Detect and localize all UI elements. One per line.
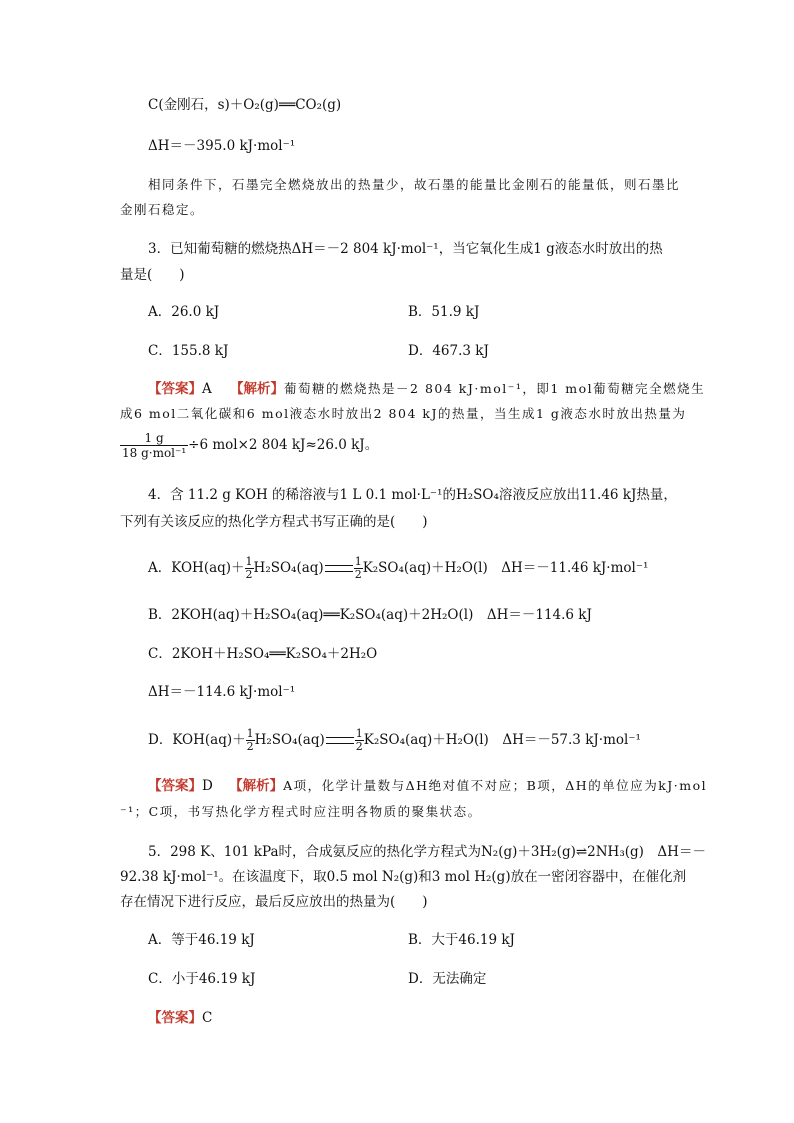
q4-answer-line <box>148 777 707 795</box>
analysis-tag: 【解析】 <box>230 381 285 397</box>
q4-option-c-enthalpy: ΔH＝－114.6 kJ·mol⁻¹ <box>148 684 296 700</box>
enthalpy-diamond: ΔH＝－395.0 kJ·mol⁻¹ <box>148 138 296 154</box>
q3-stem-line-1: 3．已知葡萄糖的燃烧热ΔH＝－2 804 kJ·mol⁻¹，当它氧化生成1 g液态水时放出的热 <box>148 241 663 257</box>
q3-option-b: B．51.9 kJ <box>408 304 480 320</box>
q3-analysis-1: 葡萄糖的燃烧热是－2 804 kJ·mol⁻¹，即1 mol葡萄糖完全燃烧生 <box>284 381 706 396</box>
equation-diamond: C(金刚石，s)＋O₂(g)══CO₂(g) <box>148 97 342 113</box>
answer-tag: 【答案】 <box>148 778 202 794</box>
q5-stem-line-1: 5．298 K、101 kPa时，合成氨反应的热化学方程式为N₂(g)＋3H₂(g)⇌2NH₃(g) ΔH＝－ <box>148 844 706 860</box>
q5-option-c: C．小于46.19 kJ <box>148 971 256 987</box>
q5-option-d: D．无法确定 <box>408 971 487 987</box>
q5-stem-line-2: 92.38 kJ·mol⁻¹。在该温度下，取0.5 mol N₂(g)和3 mol H₂(g)放在一密闭容器中，在催化剂 <box>120 869 687 885</box>
q4-option-c: C．2KOH＋H₂SO₄══K₂SO₄＋2H₂O <box>148 646 378 662</box>
q4-stem-line-1: 4．含 11.2 g KOH 的稀溶液与1 L 0.1 mol·L⁻¹的H₂SO₄溶液反应放出11.46 kJ热量， <box>148 487 677 503</box>
q4-analysis-2: ⁻¹；C项，书写热化学方程式时应注明各物质的聚集状态。 <box>120 804 482 819</box>
q4-analysis-1: A项，化学计量数与ΔH绝对值不对应；B项，ΔH的单位应为kJ·mol <box>283 778 708 793</box>
q5-option-b: B．大于46.19 kJ <box>408 932 515 948</box>
q4-stem-line-2: 下列有关该反应的热化学方程式书写正确的是( ) <box>120 514 428 530</box>
explanation-line-1: 相同条件下，石墨完全燃烧放出的热量少，故石墨的能量比金刚石的能量低，则石墨比 <box>148 177 681 192</box>
equals-arrow <box>326 737 354 744</box>
q5-answer: C <box>202 1010 213 1026</box>
q3-answer-line <box>148 380 705 398</box>
half-fraction: $\frac{1}{2}$ <box>354 555 362 581</box>
q5-stem-line-3: 存在情况下进行反应，最后反应放出的热量为( ) <box>120 894 428 910</box>
fraction: $\frac{1 g}{\text{18 g·mol⁻¹}}$ <box>122 431 187 460</box>
q3-answer: A <box>202 381 212 397</box>
half-fraction: $\frac{1}{2}$ <box>355 727 363 753</box>
q3-analysis-3: $\frac{1 g}{\text{18 g·mol⁻¹}}$ ÷6 mol×2 804 kJ≈26.0 kJ。 <box>122 431 379 460</box>
equals-arrow <box>325 565 353 572</box>
answer-tag: 【答案】 <box>148 1010 202 1026</box>
q5-option-a: A．等于46.19 kJ <box>148 932 255 948</box>
half-fraction: $\frac{1}{2}$ <box>245 555 253 581</box>
answer-tag: 【答案】 <box>148 381 202 397</box>
q3-option-a: A．26.0 kJ <box>148 304 220 320</box>
q3-option-c: C．155.8 kJ <box>148 343 229 359</box>
q4-option-d: D．KOH(aq)＋ $\frac{1}{2}H_2SO_4(aq)$ $\frac{1}{2}K_2SO_4(aq)+H_2O(l)$ ΔH＝－57.3 kJ·mol⁻¹ <box>148 727 641 753</box>
explanation-line-2: 金刚石稳定。 <box>120 202 205 217</box>
q4-answer: D <box>202 778 213 794</box>
q3-option-d: D．467.3 kJ <box>408 343 489 359</box>
q4-option-b: B．2KOH(aq)＋H₂SO₄(aq)══K₂SO₄(aq)＋2H₂O(l) ΔH＝－114.6 kJ <box>148 607 592 623</box>
q5-answer-line <box>148 1009 212 1027</box>
analysis-tag: 【解析】 <box>229 778 284 794</box>
q3-stem-line-2: 量是( ) <box>120 267 185 283</box>
q4-option-a: A．KOH(aq)＋ $\frac{1}{2}H_2SO_4(aq)$ $\frac{1}{2}K_2SO_4(aq)+H_2O(l)$ ΔH＝－11.46 kJ·mol⁻¹ <box>148 555 649 581</box>
half-fraction: $\frac{1}{2}$ <box>246 727 254 753</box>
q3-analysis-2: 成6 mol二氧化碳和6 mol液态水时放出2 804 kJ的热量，当生成1 g液态水时放出热量为 <box>120 406 687 421</box>
